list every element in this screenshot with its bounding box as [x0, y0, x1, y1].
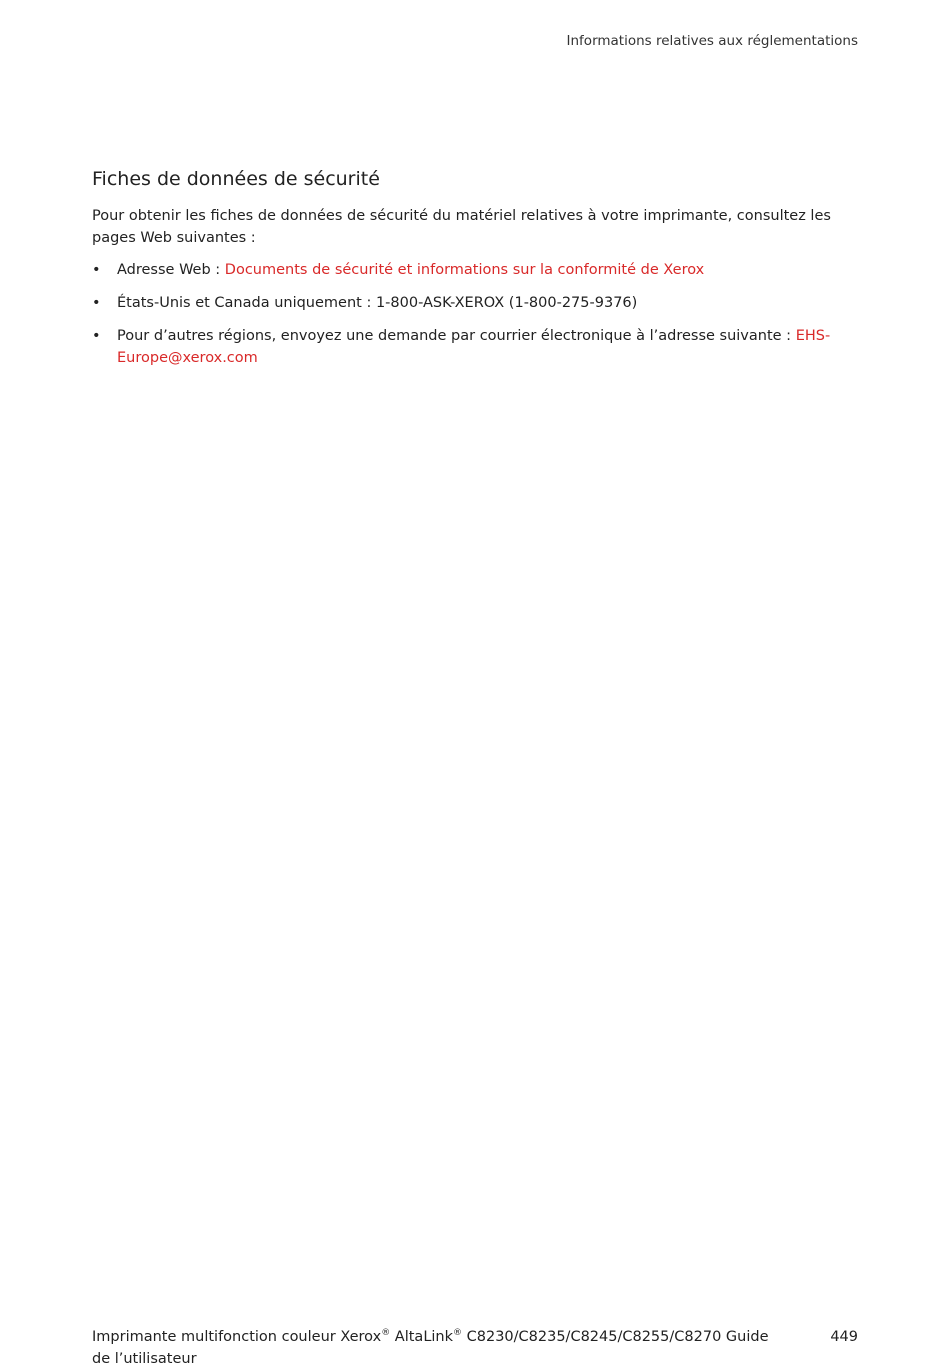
- main-content: [92, 166, 860, 380]
- section-title: Fiches de données de sécurité: [92, 168, 380, 190]
- us-canada-phone-text: États-Unis et Canada uniquement : 1-800-ASK-XEROX (1-800-275-9376): [117, 295, 638, 311]
- footer-title-part1: Imprimante multifonction couleur Xerox: [92, 1329, 382, 1345]
- list-item-web-address: [92, 259, 860, 281]
- page-number: 449: [830, 1329, 858, 1345]
- footer-document-title: [92, 1326, 782, 1370]
- bullet-icon: •: [92, 328, 101, 344]
- page-footer: [92, 1326, 860, 1370]
- intro-paragraph: Pour obtenir les fiches de données de sécurité du matériel relatives à votre imprimante, consultez les pages Web suivantes :: [92, 208, 831, 246]
- safety-documents-link[interactable]: Documents de sécurité et informations sur la conformité de Xerox: [224, 262, 705, 278]
- bullet-icon: •: [92, 295, 101, 311]
- other-regions-text: Pour d’autres régions, envoyez une demande par courrier électronique à l’adresse suivante :: [117, 328, 796, 344]
- bullet-icon: •: [92, 262, 101, 278]
- footer-title-part2: AltaLink: [390, 1329, 454, 1345]
- list-item-us-canada-phone: [92, 292, 860, 314]
- list-item-other-regions: [92, 325, 860, 369]
- bullet-list: [92, 259, 860, 369]
- running-header: Informations relatives aux réglementations: [566, 33, 858, 49]
- registered-mark: ®: [453, 1328, 463, 1338]
- web-address-label: Adresse Web :: [117, 262, 225, 278]
- registered-mark: ®: [381, 1328, 391, 1338]
- footer-title-part3: C8230/C8235/C8245/C8255/C8270 Guide de l’utilisateur: [92, 1329, 769, 1367]
- ehs-email-link[interactable]: EHS-Europe@xerox.com: [117, 328, 831, 366]
